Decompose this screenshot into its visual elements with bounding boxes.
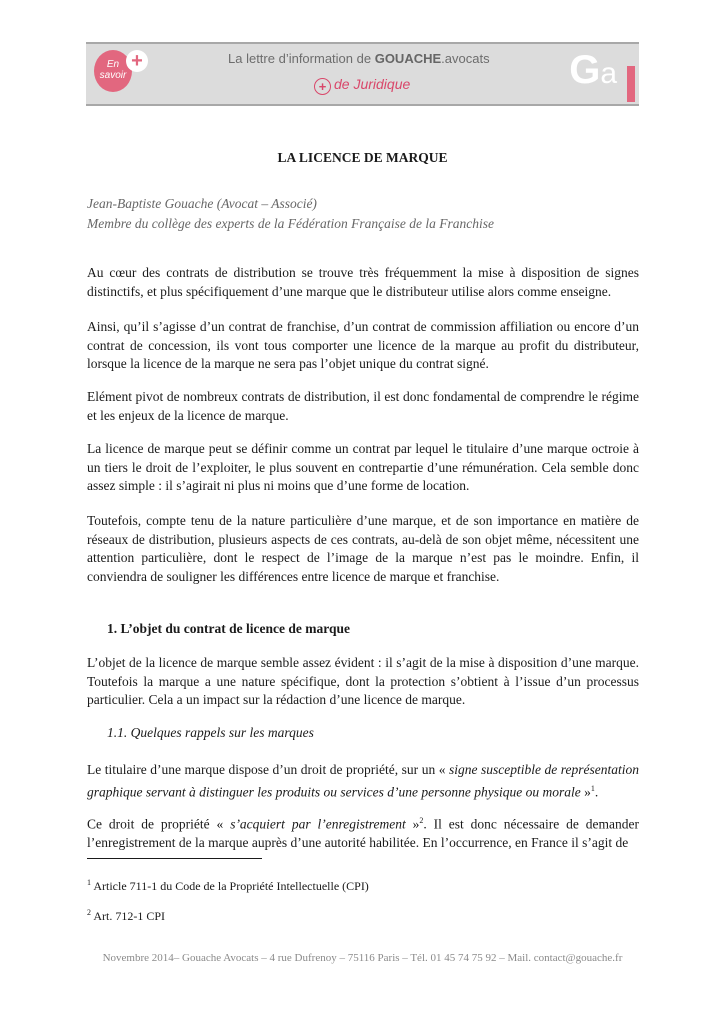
logo-accent-bar: [627, 66, 635, 102]
footnote-2-number: 2: [87, 908, 91, 917]
paragraph-5: Toutefois, compte tenu de la nature particulière d’une marque, et de son importance en matière de réseaux de distribution, plusieurs aspects de ces contrats, au-delà de son objet même, nécessitent une attention particulière, dont le respect de l’image de la marque n’est pas le moindre. Enfin, il conviendra de souligner les différences entre licence de marque et franchise.: [87, 513, 639, 584]
footnote-ref-2[interactable]: 2: [419, 816, 424, 825]
p7-quote: signe susceptible de représentation graphique servant à distinguer les produits ou services d’une personne physique ou morale: [87, 762, 639, 799]
author-affiliation: Membre du collège des experts de la Fédération Française de la Franchise: [87, 216, 495, 231]
document-title: LA LICENCE DE MARQUE: [277, 150, 448, 165]
p7-text-c: .: [594, 784, 599, 799]
badge-label: En savoir: [99, 59, 127, 81]
banner-subtitle-text: de Juridique: [334, 76, 411, 92]
paragraph-2: Ainsi, qu’il s’agisse d’un contrat de franchise, d’un contrat de commission affiliation ou encore d’un contrat de concession, ils vont tous comporter une licence de la marque au profit du distributeur, lorsque la licence de la marque ne sera pas l’objet unique du contrat signé.: [87, 319, 639, 371]
banner-bottom-rule: [86, 104, 639, 106]
p8-quote: s’acquiert par l’enregistrement: [230, 816, 406, 832]
newsletter-banner: [86, 42, 639, 106]
paragraph-7: [87, 761, 639, 802]
banner-title-suffix: .avocats: [441, 51, 490, 66]
paragraph-6: L’objet de la licence de marque semble assez évident : il s’agit de la mise à disposition d’une marque. Toutefois la marque a une nature spécifique, dont la protection s’obtient à l’issue d’un processus particulier. Cela a un impact sur la rédaction d’une licence de marque.: [87, 655, 639, 707]
paragraph-1: Au cœur des contrats de distribution se trouve très fréquemment la mise à disposition de signes distinctifs, et plus spécifiquement d’une marque que le distributeur utilise alors comme enseigne.: [87, 265, 639, 299]
logo-a: a: [600, 57, 617, 90]
footnote-separator: [87, 858, 262, 859]
footnote-2-text: Art. 712-1 CPI: [91, 909, 166, 923]
footnote-2: [87, 908, 165, 924]
paragraph-3: Elément pivot de nombreux contrats de distribution, il est donc fondamental de comprendre le régime et les enjeux de la licence de marque.: [87, 389, 639, 423]
p8-text-c: . Il est donc nécessaire de demander l’enregistrement de la marque auprès d’une autorité habilitée. En l’occurrence, en France il s’agit de: [87, 816, 640, 850]
banner-title: [228, 51, 490, 66]
page-footer: Novembre 2014– Gouache Avocats – 4 rue Dufrenoy – 75116 Paris – Tél. 01 45 74 75 92 – Mail. contact@gouache.fr: [102, 952, 623, 964]
author-block: [87, 194, 494, 234]
footnote-1-number: 1: [87, 878, 91, 887]
banner-top-rule: [86, 42, 639, 44]
section-heading-1: 1. L’objet du contrat de licence de marque: [107, 621, 350, 636]
p7-text-b: »: [580, 784, 591, 799]
paragraph-4: La licence de marque peut se définir comme un contrat par lequel le titulaire d’une marque octroie à un tiers le droit de l’exploiter, le plus souvent en contrepartie d’une rémunération. Cela semble donc assez simple : il s’agirait ni plus ni moins que d’une forme de location.: [87, 441, 639, 493]
p7-text-a: Le titulaire d’une marque dispose d’un droit de propriété, sur un «: [87, 762, 449, 777]
paragraph-8: [87, 812, 639, 853]
banner-title-prefix: La lettre d’information de: [228, 51, 375, 66]
footnote-1: [87, 878, 369, 894]
gouache-logo: [569, 48, 617, 93]
p8-text-b: »: [405, 816, 420, 832]
circle-plus-icon: +: [314, 78, 331, 95]
footnote-1-text: Article 711-1 du Code de la Propriété Intellectuelle (CPI): [91, 879, 369, 893]
banner-subtitle: [314, 76, 410, 95]
footnote-ref-1[interactable]: 1: [590, 783, 595, 793]
author-name: Jean-Baptiste Gouache (Avocat – Associé): [87, 196, 317, 211]
banner-brand: GOUACHE: [374, 51, 442, 66]
logo-g: G: [569, 48, 601, 92]
subsection-heading-1-1: 1.1. Quelques rappels sur les marques: [107, 725, 314, 740]
p8-text-a: Ce droit de propriété «: [87, 816, 231, 832]
plus-icon: +: [126, 50, 148, 72]
